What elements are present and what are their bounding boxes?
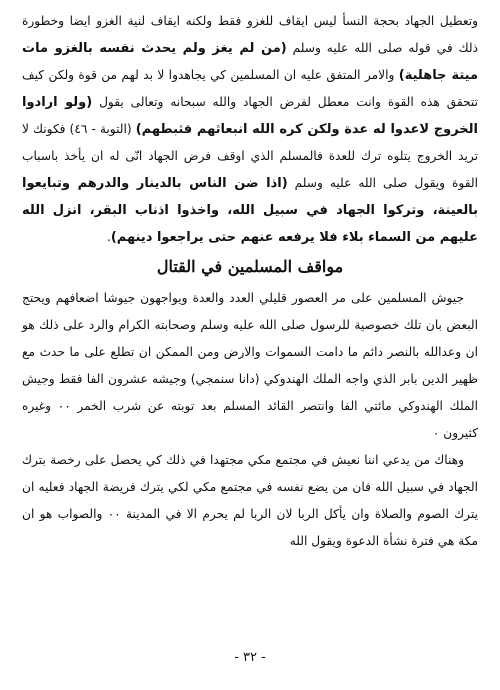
- paragraph-text: وتعطيل الجهاد بحجة النسأ ليس ايقاف للغزو فقط ولكنه ايقاف لنية الغزو ايضا وخطورة ذلك في قوله صلى الله عليه وسلم: [22, 14, 478, 55]
- paragraph-text: .: [106, 230, 111, 244]
- page-number: - ٣٢ -: [234, 650, 266, 665]
- paragraph-text: والامر المتفق عليه ان المسلمين كي يجاهدوا لا بد لهم من قوة ولكن كيف تتحقق هذه القوة وانت معطل لفرض الجهاد والله سبحانه وتعالى يقول: [22, 68, 478, 109]
- paragraph-text: (التوبة - ٤٦) فكونك لا تريد الخروج يتلوه ترك للعدة فالمسلم الذي اوقف فرض الجهاد انّى له ان يأخذ باسباب القوة ويقول صلى الله عليه وسلم: [22, 122, 478, 190]
- paragraph-meccan-society: وهناك من يدعي اننا نعيش في مجتمع مكي مجتهدا في ذلك كي يحصل على رخصة بترك الجهاد في سبيل الله فان من يضع نفسه في مجتمع مكي لكي يترك فريضة الجهاد فعليه ان يترك الصوم والصلاة وان يأكل الربا لان الربا لم يحرم الا في المدينة ٠٠ والصواب هو ان مكة هي فترة نشأة الدعوة ويقول الله: [22, 453, 478, 548]
- section-heading: مواقف المسلمين في القتال: [156, 257, 344, 276]
- quran-quote: (ولو ارادوا الخروج لاعدوا له عدة ولكن كره الله انبعاثهم فثبطهم): [22, 95, 478, 137]
- document-page: [22, 8, 478, 555]
- paragraph-muslim-armies: جيوش المسلمين على مر العصور قليلي العدد والعدة ويواجهون جيوشا اضعافهم ويحتج البعض بان تلك خصوصية للرسول صلى الله عليه وسلم وصحابته الكرام والرد على ذلك هو ان وعدالله بالنصر دائم ما دامت السموات والارض ومن الممكن ان تطلع على ما حدث مع ظهير الدين بابر الذي واجه الملك الهندوكي (دانا سنمجي) وجيشه عشرون الفا فقط وجيش الملك الهندوكي مائتي الفا وانتصر القائد المسلم بعد توبته عن شرب الخمر ٠٠ وغيره كثيرون ٠: [22, 291, 478, 440]
- hadith-quote: (من لم يغز ولم يحدث نفسه بالغزو مات ميتة جاهلية): [22, 41, 479, 83]
- hadith-quote: (اذا ضن الناس بالدينار والدرهم وتبايعوا بالعينة، وتركوا الجهاد في سبيل الله، واخذوا اذناب البقر، انزل الله عليهم من السماء بلاء فلا يرفعه عنهم حتى يراجعوا دينهم): [22, 176, 478, 245]
- paragraph-jihad-suspension: [22, 8, 478, 251]
